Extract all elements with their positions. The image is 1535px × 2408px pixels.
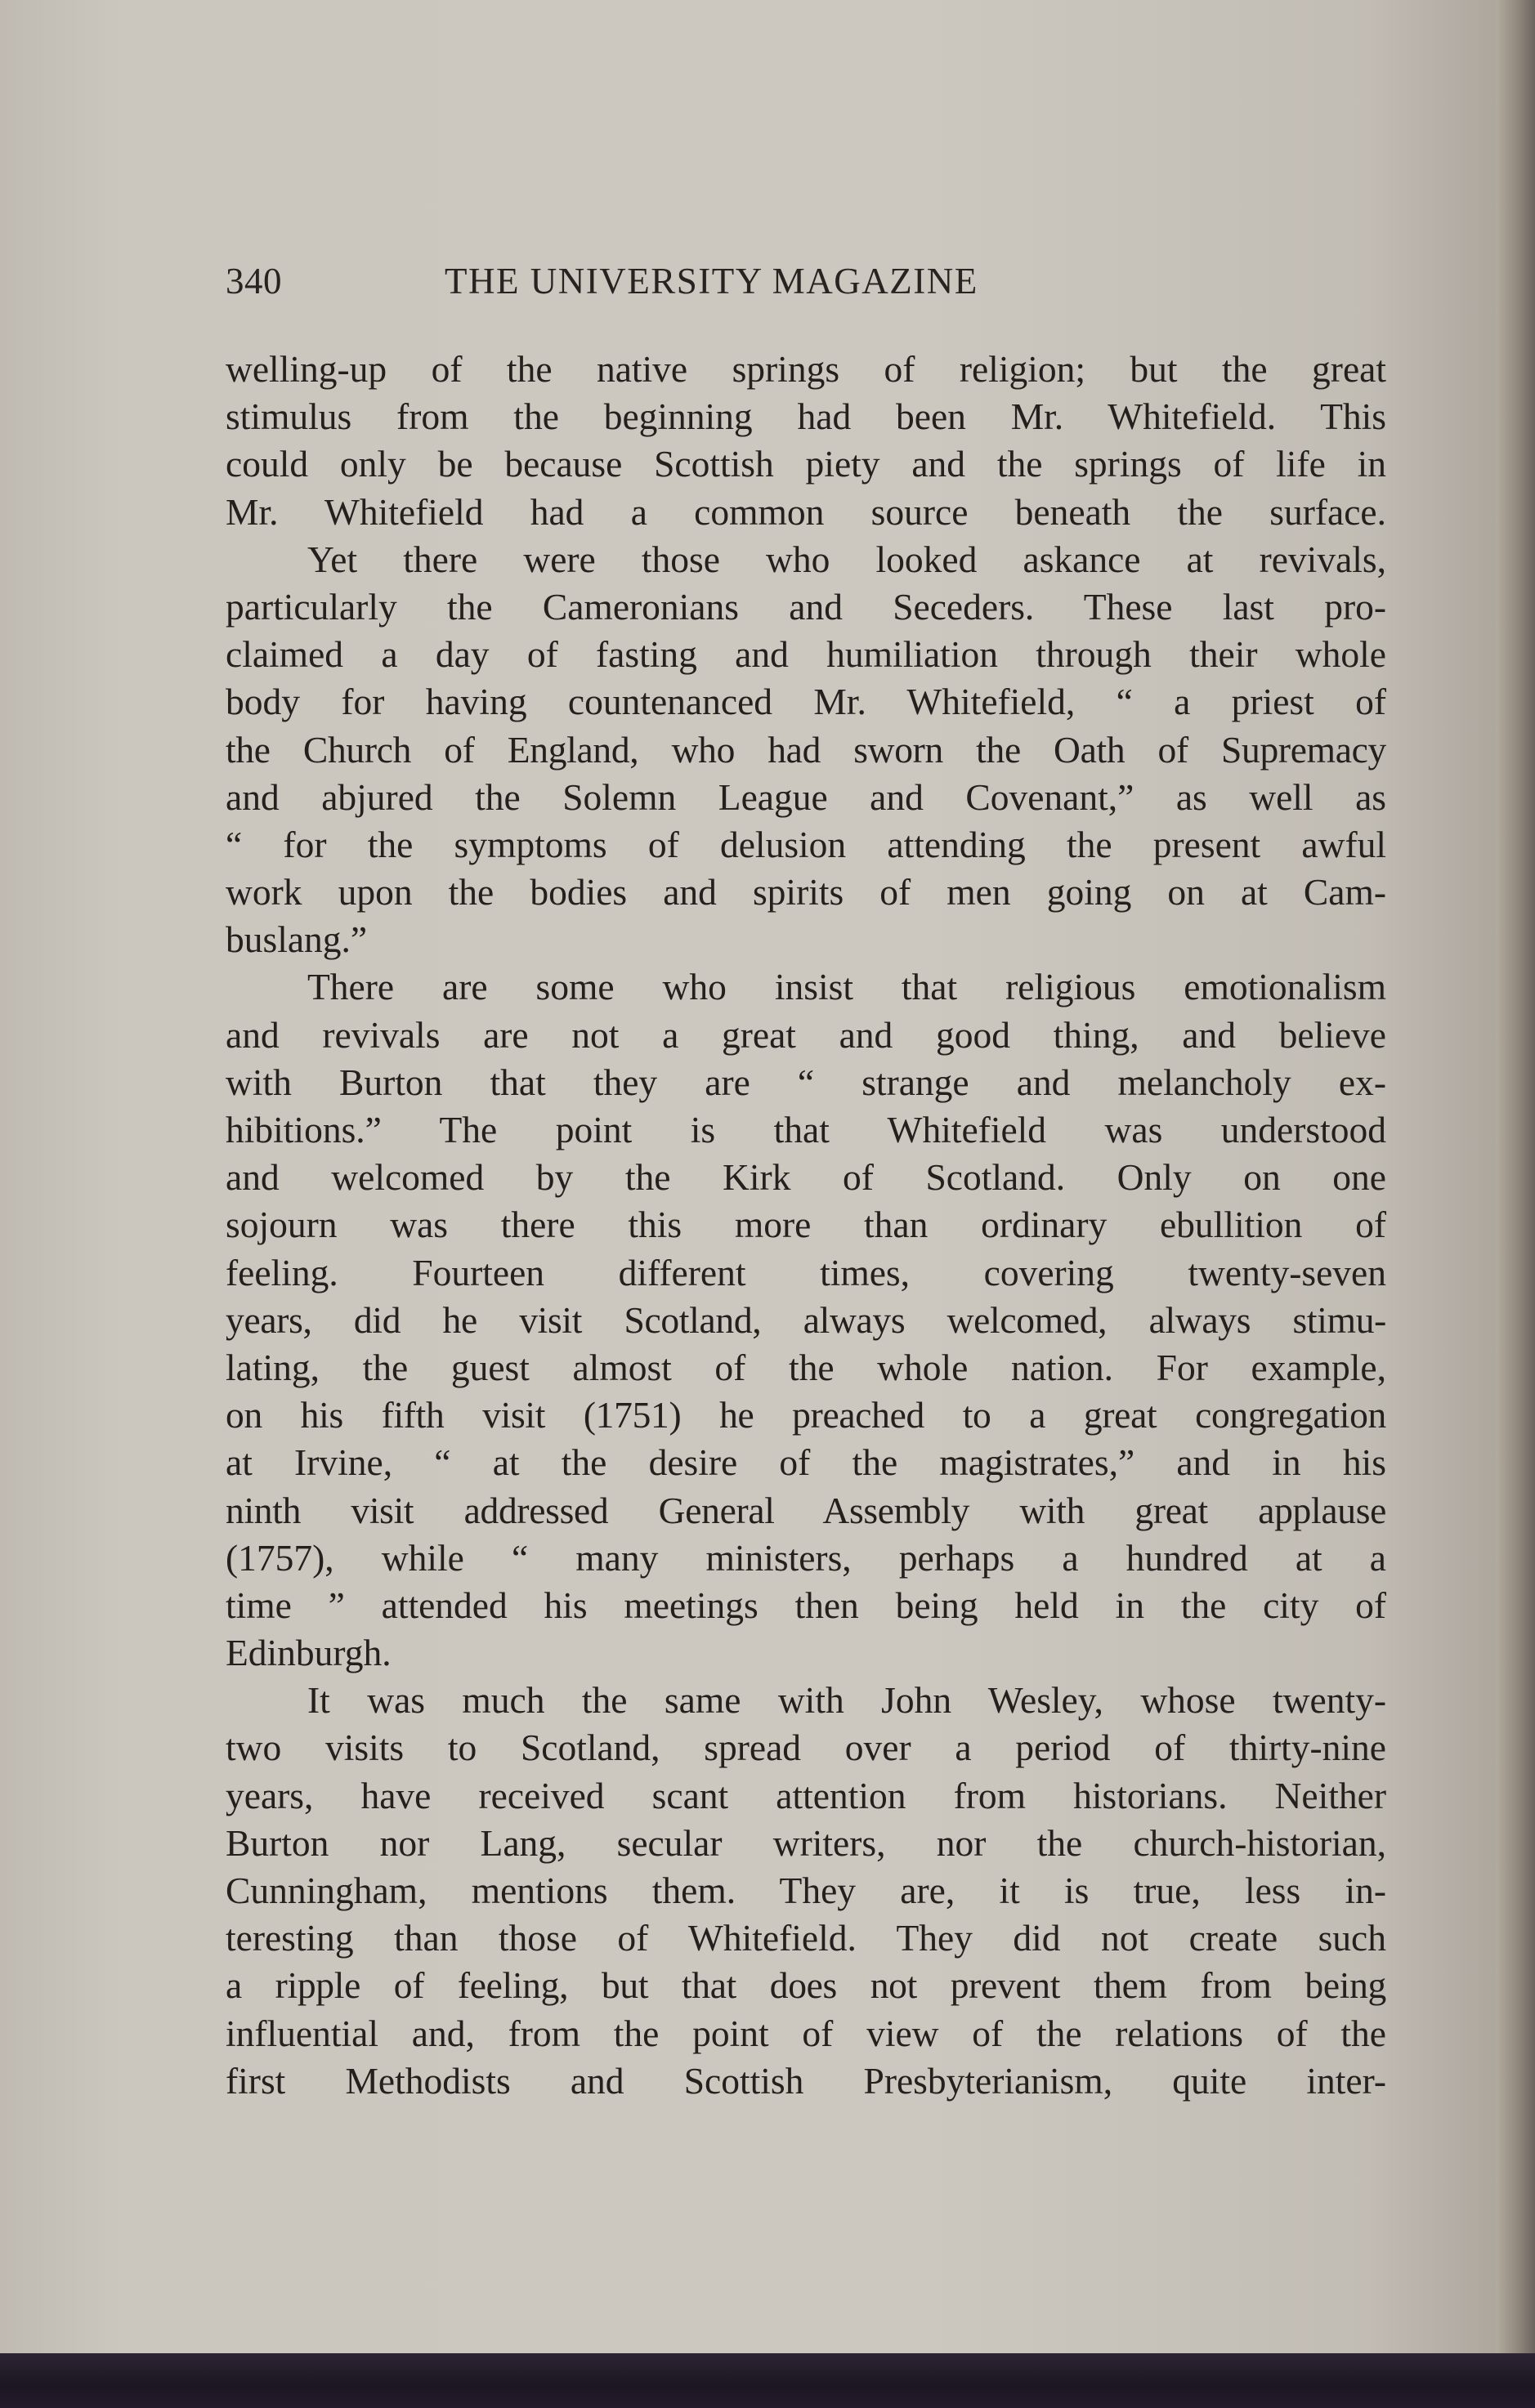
paragraph-3: [226, 963, 1386, 1677]
text-line: Mr. Whitefield had a common source beneath the surface.: [226, 490, 1386, 533]
text-line: feeling. Fourteen different times, covering twenty-seven: [226, 1251, 1386, 1293]
text-line: two visits to Scotland, spread over a period of thirty-nine: [226, 1727, 1386, 1769]
text-line: could only be because Scottish piety and the springs of life in: [226, 443, 1386, 485]
text-line: Burton nor Lang, secular writers, nor the church-historian,: [226, 1821, 1386, 1864]
text-line: hibitions.” The point is that Whitefield was understood: [226, 1109, 1386, 1150]
text-line: Cunningham, mentions them. They are, it is true, less in-: [226, 1870, 1386, 1911]
text-line: years, have received scant attention from historians. Neither: [226, 1774, 1386, 1816]
text-line: There are some who insist that religious emotionalism: [307, 966, 1386, 1008]
text-line: the Church of England, who had sworn the Oath of Supremacy: [226, 728, 1386, 771]
book-cover-edge: [0, 2353, 1535, 2408]
running-head: [226, 260, 1386, 317]
body-text: [226, 346, 1386, 2105]
text-line: It was much the same with John Wesley, whose twenty-: [307, 1679, 1386, 1722]
text-line: with Burton that they are “ strange and melancholy ex-: [226, 1061, 1386, 1103]
text-line: lating, the guest almost of the whole nation. For example,: [226, 1346, 1386, 1388]
text-line: claimed a day of fasting and humiliation through their whole: [226, 633, 1386, 676]
paragraph-4: [226, 1677, 1386, 2105]
text-line: (1757), while “ many ministers, perhaps a hundred at a: [226, 1536, 1386, 1579]
text-line: at Irvine, “ at the desire of the magistrates,” and in his: [226, 1441, 1386, 1484]
text-line: work upon the bodies and spirits of men going on at Cam-: [226, 871, 1386, 914]
text-line: stimulus from the beginning had been Mr. Whitefield. This: [226, 395, 1386, 438]
text-line: sojourn was there this more than ordinary ebullition of: [226, 1204, 1386, 1246]
text-line: influential and, from the point of view of the relations of the: [226, 2012, 1386, 2054]
text-line: particularly the Cameronians and Seceders. These last pro-: [226, 585, 1386, 628]
text-line: first Methodists and Scottish Presbyterianism, quite inter-: [226, 2059, 1386, 2102]
text-line: a ripple of feeling, but that does not prevent them from being: [226, 1964, 1386, 2007]
text-line: Edinburgh.: [226, 1632, 392, 1674]
paragraph-2: [226, 536, 1386, 964]
text-line: time ” attended his meetings then being held in the city of: [226, 1584, 1386, 1626]
text-line: on his fifth visit (1751) he preached to a great congregation: [226, 1394, 1386, 1436]
text-line: and welcomed by the Kirk of Scotland. Only on one: [226, 1156, 1386, 1199]
text-line: buslang.”: [226, 918, 368, 961]
text-line: years, did he visit Scotland, always welcomed, always stimu-: [226, 1298, 1386, 1341]
paragraph-1: [226, 346, 1386, 536]
page-edge-shadow: [1496, 0, 1535, 2361]
text-line: welling-up of the native springs of religion; but the great: [226, 348, 1386, 390]
text-line: and revivals are not a great and good thing, and believe: [226, 1013, 1386, 1056]
text-line: “ for the symptoms of delusion attending the present awful: [226, 823, 1386, 865]
text-line: body for having countenanced Mr. Whitefield, “ a priest of: [226, 681, 1386, 723]
text-line: teresting than those of Whitefield. They did not create such: [226, 1917, 1386, 1959]
text-line: ninth visit addressed General Assembly with great applause: [226, 1489, 1386, 1531]
text-line: Yet there were those who looked askance at revivals,: [307, 538, 1386, 580]
text-line: and abjured the Solemn League and Covenant,” as well as: [226, 775, 1386, 818]
running-title: THE UNIVERSITY MAGAZINE: [445, 261, 978, 302]
page-number: 340: [226, 261, 282, 302]
